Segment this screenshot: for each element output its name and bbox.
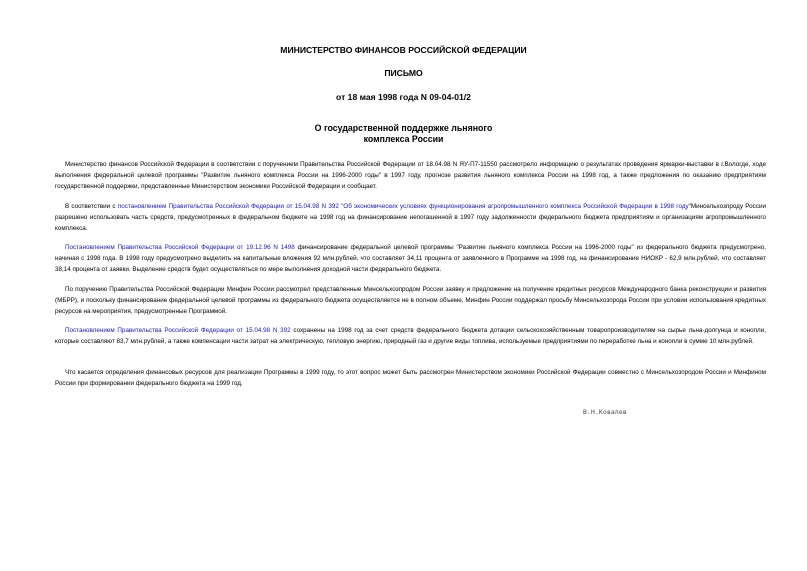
document-type-heading: ПИСЬМО (384, 68, 423, 78)
paragraph-text: финансирование федеральной целевой программы "Развитие льняного комплекса России на 1996-2000 годы" из федерального бюджета предусмотрено, начиная с 1998 года. В 1998 году предусмотрено выделить на капитальные вложения 92 млн.рублей, что составляет 34,11 процента от заявленного в Программе на 1998 год, на финансирование НИОКР - 62,9 млн.рублей, что составляет 38,14 процента от заявки. Выделение средств будет осуществляться по мере выполнения доходной части федерального бюджета. (55, 244, 766, 273)
paragraph-text: "Минсельхозпроду России разрешено использовать часть средств, предусмотренных в федеральном бюджете на 1998 год на финансирование непогашенной в 1997 году задолженности федерального бюджета предприятиям и организациям агропромышленного комплекса. (55, 203, 766, 232)
paragraph-text: сохранены на 1998 год за счет средств федерального бюджета дотации сельскохозяйственным товаропроизводителям на сырье льна-долгунца и конопли, которые составляют 83,7 млн.рублей, а также компенсации части затрат на электрическую, тепловую энергию, природный газ и другие виды топлива, используемые предприятиями по переработке льна и конопли в сумме 10 млн.рублей. (55, 327, 766, 345)
resolution-392-link[interactable]: постановлением Правительства Российской Федерации от 15.04.98 N 392 "Об экономических условиях функционирования агропромышленного комплекса Российской Федерации в 1998 году (117, 203, 689, 210)
paragraph-subsidies (55, 326, 766, 348)
resolution-1498-link[interactable]: Постановлением Правительства Российской Федерации от 19.12.96 N 1498 (65, 244, 295, 251)
document-title-line-2: комплекса России (363, 134, 444, 144)
signature: В.Н.Ковалев (583, 409, 627, 416)
paragraph-resolution-1498 (55, 243, 766, 276)
paragraph-text: В соответствии с (65, 203, 118, 210)
ministry-heading: МИНИСТЕРСТВО ФИНАНСОВ РОССИЙСКОЙ ФЕДЕРАЦИИ (280, 45, 527, 55)
resolution-392-link-2[interactable]: Постановлением Правительства Российской Федерации от 15.04.98 N 392 (65, 327, 291, 334)
paragraph-mbrr: По поручению Правительства Российской Федерации Минфин России рассмотрел представленные Минсельхозпродом России заявку и предложение на получение кредитных ресурсов Международного банка реконструкции и развития (МБРР), и поскольку финансирование федеральной целевой программы из федерального бюджета осуществляется не в полном объеме, Минфин России поддержал просьбу Минсельхозпрода России при условии использования кредитных ресурсов на мероприятия, предусмотренные Программой. (55, 286, 766, 315)
document-date-number: от 18 мая 1998 года N 09-04-01/2 (336, 92, 471, 102)
paragraph-resolution-392 (55, 202, 766, 235)
paragraph-intro: Министерство финансов Российской Федерации в соответствии с поручением Правительства Российской Федерации от 18.04.98 N ЯУ-П7-11550 рассмотрело информацию о результатах проведения ярмарки-выставки в г.Вологде, ходе выполнения федеральной целевой программы "Развитие льняного комплекса России на 1996-2000 годы" в 1997 году, прогнозе развития льняного комплекса России на 1998 год, а также предложения по оказанию предприятиям государственной поддержки, представленные Министерством экономики Российской Федерации и сообщает. (55, 161, 766, 190)
paragraph-1999-budget: Что касается определения финансовых ресурсов для реализации Программы в 1999 году, то этот вопрос может быть рассмотрен Министерством экономики Российской Федерации совместно с Минсельхозпродом России и Минфином России при формировании федерального бюджета на 1999 год. (55, 369, 766, 387)
document-title-line-1: О государственной поддержке льняного (314, 123, 493, 133)
